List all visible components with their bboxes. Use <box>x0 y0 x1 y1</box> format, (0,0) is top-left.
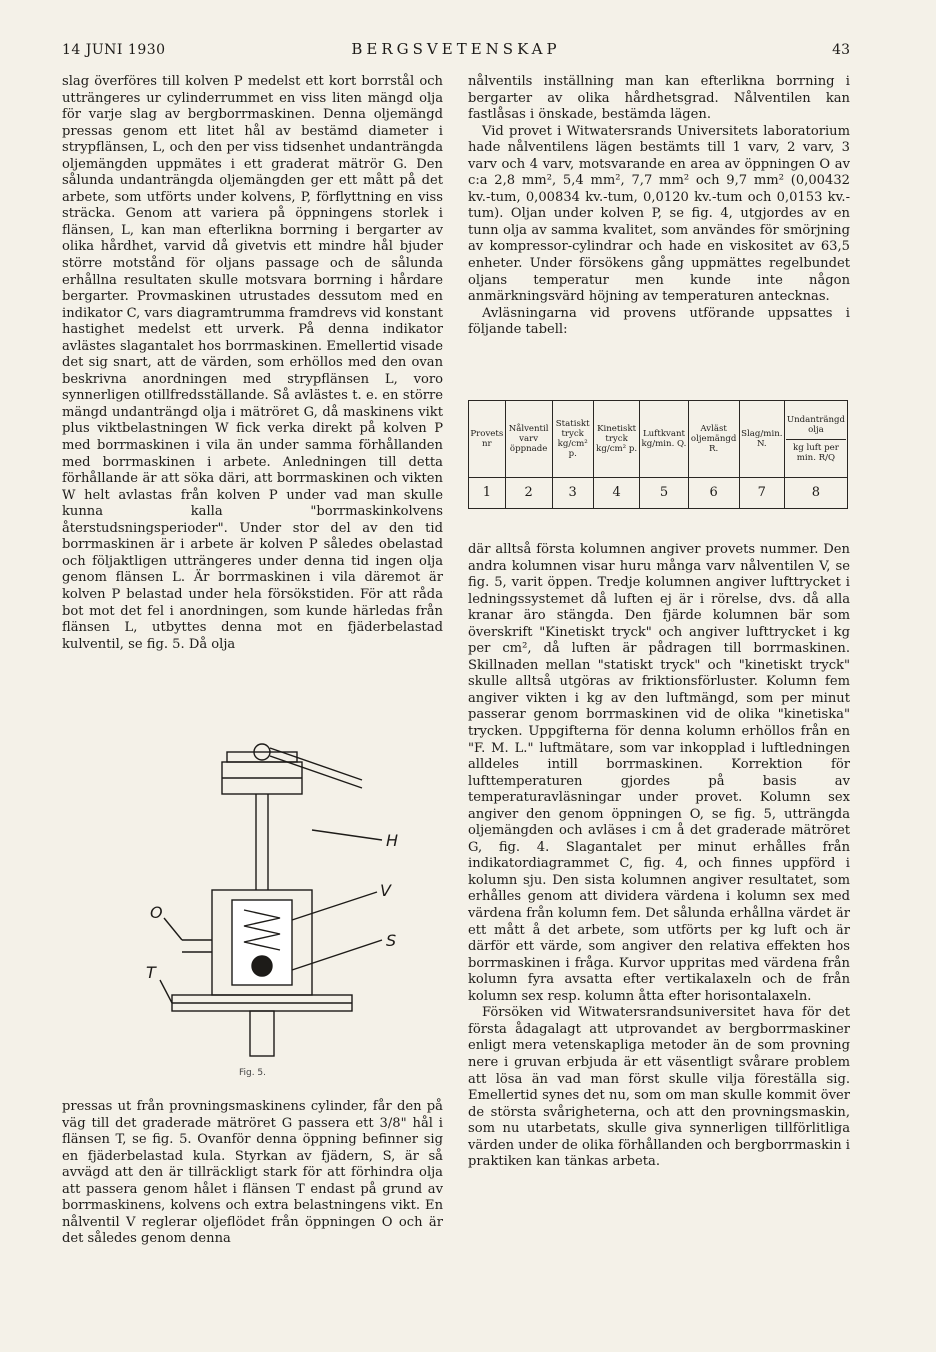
left-paragraph-2: pressas ut från provningsmaskinens cylinder, får den på väg till det graderade mätröret G passera ett 3/8" hål i flänsen T, se fig. 5. Ovanför denna öppning befinner sig en fjäderbelastad kula. Styrkan av fjädern, S, är så avvägd att den är tillräckligt stark för att förhindra olja att passera genom hålet i flänsen T endast på grund av borrmaskinens, kolvens och extra belastningens vikt. En nålventil V reglerar oljeflödet från öppningen O och är det således genom denna <box>62 1099 443 1247</box>
label-t: T <box>146 963 156 982</box>
left-column-continued <box>62 1099 443 1248</box>
th-undantrangd-top: Undanträngd olja <box>786 415 846 440</box>
th-avlast: Avläst oljemängd R. <box>688 401 739 478</box>
header-date: 14 JUNI 1930 <box>62 42 166 58</box>
figure-5 <box>62 740 443 1080</box>
table-cell: 7 <box>739 478 784 509</box>
page-number: 43 <box>832 42 850 58</box>
right-column <box>468 74 850 339</box>
right-paragraph-4: där alltså första kolumnen angiver provets nummer. Den andra kolumnen visar huru många varv nålventilen V, se fig. 5, varit öppen. Tredje kolumnen angiver lufttrycket i ledningssystemet då luften ej är i rörelse, dvs. då alla kranar äro stängda. Den fjärde kolumnen bär som överskrift "Kinetiskt tryck" och angiver lufttrycket i kg per cm², då luften är pådragen till borrmaskinen. Skillnaden mellan "statiskt tryck" och "kinetiskt tryck" skulle alltså utgöras av friktionsförluster. Kolumn fem angiver vikten i kg av den luftmängd, som per minut passerar genom borrmaskinen vid de olika "kinetiska" trycken. Uppgifterna för denna kolumn erhöllos från en "F. M. L." luftmätare, som var inkopplad i luftledningen alldeles intill borrmaskinen. Korrektion för lufttemperaturen gjordes på basis av temperaturavläsningar under provet. Kolumn sex angiver den genom öppningen O, se fig. 5, utträngda oljemängden och avläses i cm å det graderade mätröret G, fig. 4. Slagantalet per minut erhålles från indikatordiagrammet C, fig. 4, och finnes uppförd i kolumn sju. Den sista kolumnen angiver resultatet, som erhålles genom att dividera värdena i kolumn sex med värdena från kolumn fem. Det sålunda erhållna värdet är ett mått å det arbete, som utförts per kg luft och är därför ett värde, som angiver den relativa effekten hos borrmaskinen i fråga. Kurvor uppritas med värdena från kolumn fyra avsatta efter vertikalaxeln och de från kolumn sex resp. kolumn åtta efter horisontalaxeln. <box>468 542 850 1004</box>
th-luftkvant: Luftkvant kg/min. Q. <box>640 401 688 478</box>
ball <box>252 956 272 976</box>
table-cell: 8 <box>784 478 847 509</box>
label-v: V <box>380 881 391 900</box>
figure-caption: Fig. 5. <box>238 1068 267 1078</box>
th-kinetiskt: Kinetiskt tryck kg/cm² p. <box>593 401 640 478</box>
page-header <box>62 40 850 64</box>
th-undantrangd <box>784 401 847 478</box>
outlet-pipe <box>250 1011 274 1056</box>
results-table-wrap <box>468 400 850 509</box>
th-undantrangd-bottom: kg luft per min. R/Q <box>793 443 839 463</box>
left-paragraph-1: slag överföres till kolven P medelst ett kort borrstål och utträngeres ur cylinderrummet en viss liten mängd olja för varje slag av bergborrmaskinen. Denna oljemängd pressas genom ett litet hål av bestämd diameter i strypflänsen, L, och den per viss tidsenhet undanträngda oljemängden uppmätes i ett graderat mätrör G. Den sålunda undanträngda oljemängden ger ett mått på det arbete, som utförts under kolvens, P, förflyttning en viss sträcka. Genom att variera på öppningens storlek i flänsen, L, kan man efterlikna borrning i bergarter av olika hårdhet, varvid då givetvis ett mindre hål bjuder större motstånd för oljans passage och de sålunda erhållna resultaten skulle motsvara borrning i hårdare bergarter. Provmaskinen utrustades dessutom med en indikator C, vars diagramtrumma framdrevs vid konstant hastighet medelst ett urverk. På denna indikator avlästes slagantalet hos borrmaskinen. Emellertid visade det sig snart, att de värden, som erhöllos med den ovan beskrivna anordningen med strypflänsen L, voro synnerligen otillfredsställande. Så avlästes t. e. en större mängd undanträngd olja i mätröret G, då maskinens vikt plus viktbelastningen W fick verka direkt på kolven P med borrmaskinen i vila än under samma förhållanden med borrmaskinen i arbete. Anledningen till detta förhållande är att söka däri, att borrmaskinen och vikten W helt avlastas från kolven P under vad man skulle kunna kalla "borrmaskinkolvens återstudsningsperioder". Under stor del av den tid borrmaskinen är i arbete är kolven P således obelastad och följaktligen utträngeres under denna tid ingen olja genom flänsen L. Är borrmaskinen i vila däremot är kolven P belastad under hela försökstiden. För att råda bot mot det fel i anordningen, som kunde härledas från flänsen L, utbyttes denna mot en fjäderbelastad kulventil, se fig. 5. Då olja <box>62 74 443 652</box>
right-paragraph-5: Försöken vid Witwatersrandsuniversitet hava för det första ådagalagt att utprovandet av bergborrmaskiner enligt mera vetenskapliga metoder än de som provning nere i gruvan erbjuda är ett väsentligt svårare problem att lösa än vad man först skulle vilja föreställa sig. Emellertid synes det nu, som om man skulle kommit över de största svårigheterna, och att den provningsmaskin, som nu utarbetats, skulle giva synnerligen tillförlitliga värden under de olika förhållanden och bergborrmaskin i praktiken kan tänkas arbeta. <box>468 1005 850 1170</box>
table-row <box>469 478 848 509</box>
label-o: O <box>150 903 163 922</box>
journal-title: BERGSVETENSKAP <box>351 40 561 58</box>
th-slag: Slag/min. N. <box>739 401 784 478</box>
table-cell: 1 <box>469 478 506 509</box>
valve-drawing <box>62 740 443 1070</box>
th-nalventil: Nålventil varv öppnade <box>505 401 552 478</box>
right-paragraph-2: Vid provet i Witwatersrands Universitets laboratorium hade nålventilens lägen bestämts till 1 varv, 2 varv, 3 varv och 4 varv, motsvarande en area av öppningen O av c:a 2,8 mm², 5,4 mm², 7,7 mm² och 9,7 mm² (0,00432 kv.-tum, 0,00834 kv.-tum, 0,0120 kv.-tum och 0,0153 kv.-tum). Oljan under kolven P, se fig. 4, utgjordes av en tunn olja av samma kvalitet, som användes för smörjning av kompressor-cylindrar och hade en viskositet av 63,5 enheter. Under försökens gång uppmättes regelbundet oljans temperatur men kunde inte någon anmärkningsvärd höjning av temperaturen antecknas. <box>468 123 850 305</box>
results-table <box>468 400 848 509</box>
label-s: S <box>386 931 397 950</box>
lever-arm <box>270 748 362 780</box>
left-column <box>62 74 443 653</box>
label-h: H <box>386 831 399 850</box>
table-cell: 5 <box>640 478 688 509</box>
table-cell: 6 <box>688 478 739 509</box>
th-provets-nr: Provets nr <box>469 401 506 478</box>
table-cell: 3 <box>552 478 593 509</box>
right-column-continued <box>468 542 850 1171</box>
right-paragraph-1: nålventils inställning man kan efterlikna borrning i bergarter av olika hårdhetsgrad. Nålventilen kan fastlåsas i önskade, bestämda lägen. <box>468 74 850 123</box>
table-cell: 2 <box>505 478 552 509</box>
right-paragraph-3: Avläsningarna vid provens utförande uppsattes i följande tabell: <box>468 305 850 338</box>
th-statiskt: Statiskt tryck kg/cm² p. <box>552 401 593 478</box>
table-cell: 4 <box>593 478 640 509</box>
